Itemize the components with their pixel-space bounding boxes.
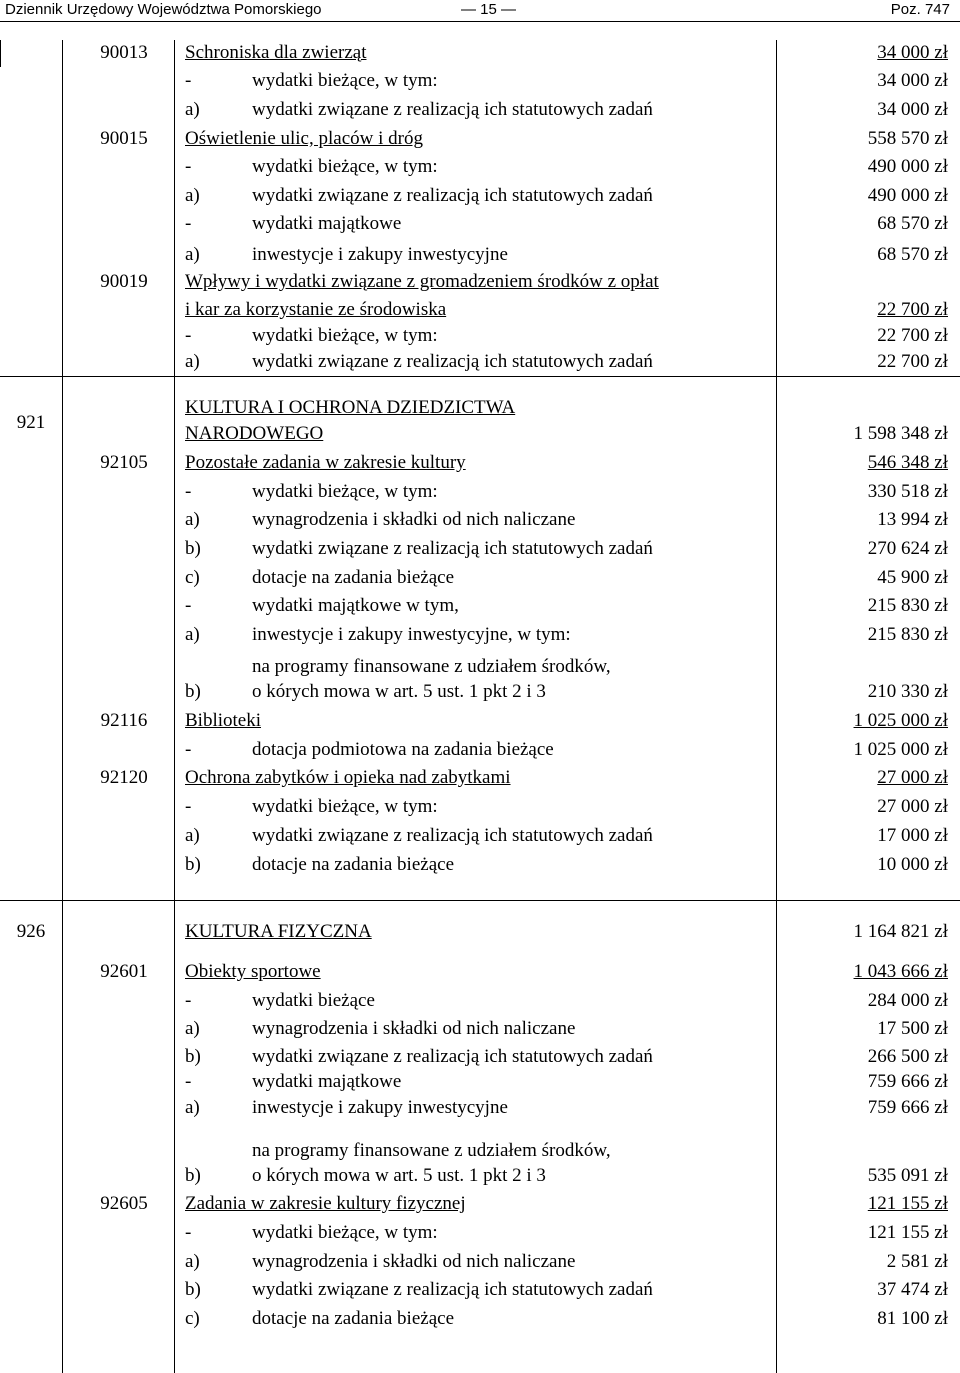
amount-value: 284 000 zł <box>867 990 948 1011</box>
amount-value: 490 000 zł <box>867 156 948 177</box>
item-marker: a) <box>185 185 200 206</box>
item-marker: b) <box>185 1046 201 1067</box>
section-title: KULTURA FIZYCZNA <box>185 921 372 942</box>
item-marker: - <box>185 481 192 502</box>
amount-value: 17 000 zł <box>877 825 948 846</box>
item-label: na programy finansowane z udziałem środków, <box>252 1140 611 1161</box>
item-marker: a) <box>185 244 200 265</box>
amount-value: 34 000 zł <box>877 70 948 91</box>
rozdzial-code: 92105 <box>100 452 148 473</box>
amount-value: 68 570 zł <box>877 244 948 265</box>
amount-value: 759 666 zł <box>867 1071 948 1092</box>
section-rule-1 <box>0 376 960 377</box>
amount-value: 37 474 zł <box>877 1279 948 1300</box>
item-label: wydatki bieżące <box>252 990 375 1011</box>
item-label: wydatki majątkowe <box>252 1071 402 1092</box>
item-label: inwestycje i zakupy inwestycyjne <box>252 244 508 265</box>
amount-value: 34 000 zł <box>877 42 948 63</box>
amount-value: 22 700 zł <box>877 299 948 320</box>
amount-value: 1 598 348 zł <box>853 423 948 444</box>
item-marker: - <box>185 156 192 177</box>
amount-value: 2 581 zł <box>886 1251 948 1272</box>
rozdzial-code: 92120 <box>100 767 148 788</box>
section-title: Schroniska dla zwierząt <box>185 42 367 63</box>
item-label: dotacja podmiotowa na zadania bieżące <box>252 739 554 760</box>
item-label: wydatki związane z realizacją ich statutowych zadań <box>252 538 653 559</box>
amount-value: 27 000 zł <box>877 767 948 788</box>
item-marker: a) <box>185 1251 200 1272</box>
amount-value: 1 043 666 zł <box>853 961 948 982</box>
item-marker: - <box>185 739 192 760</box>
column-rule-rozdzial <box>174 40 175 1373</box>
item-label: wydatki związane z realizacją ich statutowych zadań <box>252 1046 653 1067</box>
amount-value: 17 500 zł <box>877 1018 948 1039</box>
item-marker: a) <box>185 825 200 846</box>
item-marker: c) <box>185 567 200 588</box>
item-label: wynagrodzenia i składki od nich naliczane <box>252 1018 576 1039</box>
item-label: dotacje na zadania bieżące <box>252 567 454 588</box>
item-marker: b) <box>185 538 201 559</box>
item-label: wydatki bieżące, w tym: <box>252 325 438 346</box>
item-marker: a) <box>185 99 200 120</box>
item-label: inwestycje i zakupy inwestycyjne, w tym: <box>252 624 571 645</box>
item-marker: a) <box>185 1097 200 1118</box>
amount-value: 215 830 zł <box>867 624 948 645</box>
item-marker: - <box>185 1222 192 1243</box>
item-label: o kórych mowa w art. 5 ust. 1 pkt 2 i 3 <box>252 681 546 702</box>
item-marker: - <box>185 796 192 817</box>
amount-value: 22 700 zł <box>877 325 948 346</box>
item-label: wydatki bieżące, w tym: <box>252 796 438 817</box>
amount-value: 13 994 zł <box>877 509 948 530</box>
amount-value: 558 570 zł <box>867 128 948 149</box>
item-label: o kórych mowa w art. 5 ust. 1 pkt 2 i 3 <box>252 1165 546 1186</box>
item-label: wynagrodzenia i składki od nich naliczane <box>252 509 576 530</box>
position-number: Poz. 747 <box>890 1 950 18</box>
amount-value: 546 348 zł <box>867 452 948 473</box>
item-label: wydatki związane z realizacją ich statutowych zadań <box>252 185 653 206</box>
item-marker: a) <box>185 1018 200 1039</box>
item-label: dotacje na zadania bieżące <box>252 854 454 875</box>
amount-value: 759 666 zł <box>867 1097 948 1118</box>
amount-value: 215 830 zł <box>867 595 948 616</box>
item-marker: a) <box>185 624 200 645</box>
item-label: wydatki majątkowe <box>252 213 402 234</box>
item-marker: c) <box>185 1308 200 1329</box>
amount-value: 266 500 zł <box>867 1046 948 1067</box>
item-marker: b) <box>185 854 201 875</box>
amount-value: 270 624 zł <box>867 538 948 559</box>
item-label: wydatki związane z realizacją ich statutowych zadań <box>252 825 653 846</box>
item-label: wydatki bieżące, w tym: <box>252 1222 438 1243</box>
item-marker: a) <box>185 509 200 530</box>
rozdzial-code: 92605 <box>100 1193 148 1214</box>
amount-value: 34 000 zł <box>877 99 948 120</box>
item-label: na programy finansowane z udziałem środków, <box>252 656 611 677</box>
amount-value: 68 570 zł <box>877 213 948 234</box>
item-marker: - <box>185 1071 192 1092</box>
item-label: inwestycje i zakupy inwestycyjne <box>252 1097 508 1118</box>
item-label: wydatki związane z realizacją ich statutowych zadań <box>252 351 653 372</box>
section-title: Ochrona zabytków i opieka nad zabytkami <box>185 767 511 788</box>
item-label: wydatki bieżące, w tym: <box>252 156 438 177</box>
item-marker: b) <box>185 681 201 702</box>
column-rule-left-edge <box>0 40 1 67</box>
amount-value: 81 100 zł <box>877 1308 948 1329</box>
column-rule-amount <box>776 40 777 1373</box>
section-title: Biblioteki <box>185 710 261 731</box>
item-label: wydatki bieżące, w tym: <box>252 70 438 91</box>
amount-value: 330 518 zł <box>867 481 948 502</box>
item-marker: b) <box>185 1165 201 1186</box>
item-marker: - <box>185 595 192 616</box>
rozdzial-code: 90015 <box>100 128 148 149</box>
item-label: wydatki majątkowe w tym, <box>252 595 459 616</box>
section-title: Oświetlenie ulic, placów i dróg <box>185 128 423 149</box>
amount-value: 1 164 821 zł <box>853 921 948 942</box>
dzial-code: 921 <box>16 412 46 433</box>
section-title: Zadania w zakresie kultury fizycznej <box>185 1193 466 1214</box>
item-label: wynagrodzenia i składki od nich naliczane <box>252 1251 576 1272</box>
amount-value: 535 091 zł <box>867 1165 948 1186</box>
item-marker: - <box>185 990 192 1011</box>
item-marker: b) <box>185 1279 201 1300</box>
item-label: wydatki bieżące, w tym: <box>252 481 438 502</box>
item-marker: - <box>185 325 192 346</box>
amount-value: 1 025 000 zł <box>853 710 948 731</box>
amount-value: 1 025 000 zł <box>853 739 948 760</box>
item-marker: - <box>185 213 192 234</box>
item-label: dotacje na zadania bieżące <box>252 1308 454 1329</box>
rozdzial-code: 92601 <box>100 961 148 982</box>
section-title: KULTURA I OCHRONA DZIEDZICTWA <box>185 397 516 418</box>
section-title: Pozostałe zadania w zakresie kultury <box>185 452 466 473</box>
amount-value: 45 900 zł <box>877 567 948 588</box>
journal-title: Dziennik Urzędowy Województwa Pomorskiego <box>5 1 322 18</box>
amount-value: 121 155 zł <box>867 1193 948 1214</box>
amount-value: 10 000 zł <box>877 854 948 875</box>
section-title: Wpływy i wydatki związane z gromadzeniem środków z opłat <box>185 271 659 292</box>
item-label: wydatki związane z realizacją ich statutowych zadań <box>252 99 653 120</box>
item-label: wydatki związane z realizacją ich statutowych zadań <box>252 1279 653 1300</box>
column-rule-dzial <box>62 40 63 1373</box>
section-rule-2 <box>0 900 960 901</box>
item-marker: a) <box>185 351 200 372</box>
rozdzial-code: 92116 <box>100 710 148 731</box>
page-number: — 15 — <box>461 1 517 18</box>
rozdzial-code: 90013 <box>100 42 148 63</box>
rozdzial-code: 90019 <box>100 271 148 292</box>
amount-value: 121 155 zł <box>867 1222 948 1243</box>
dzial-code: 926 <box>16 921 46 942</box>
amount-value: 22 700 zł <box>877 351 948 372</box>
item-marker: - <box>185 70 192 91</box>
amount-value: 210 330 zł <box>867 681 948 702</box>
section-title: i kar za korzystanie ze środowiska <box>185 299 447 320</box>
section-title: Obiekty sportowe <box>185 961 321 982</box>
section-title: NARODOWEGO <box>185 423 324 444</box>
amount-value: 490 000 zł <box>867 185 948 206</box>
amount-value: 27 000 zł <box>877 796 948 817</box>
